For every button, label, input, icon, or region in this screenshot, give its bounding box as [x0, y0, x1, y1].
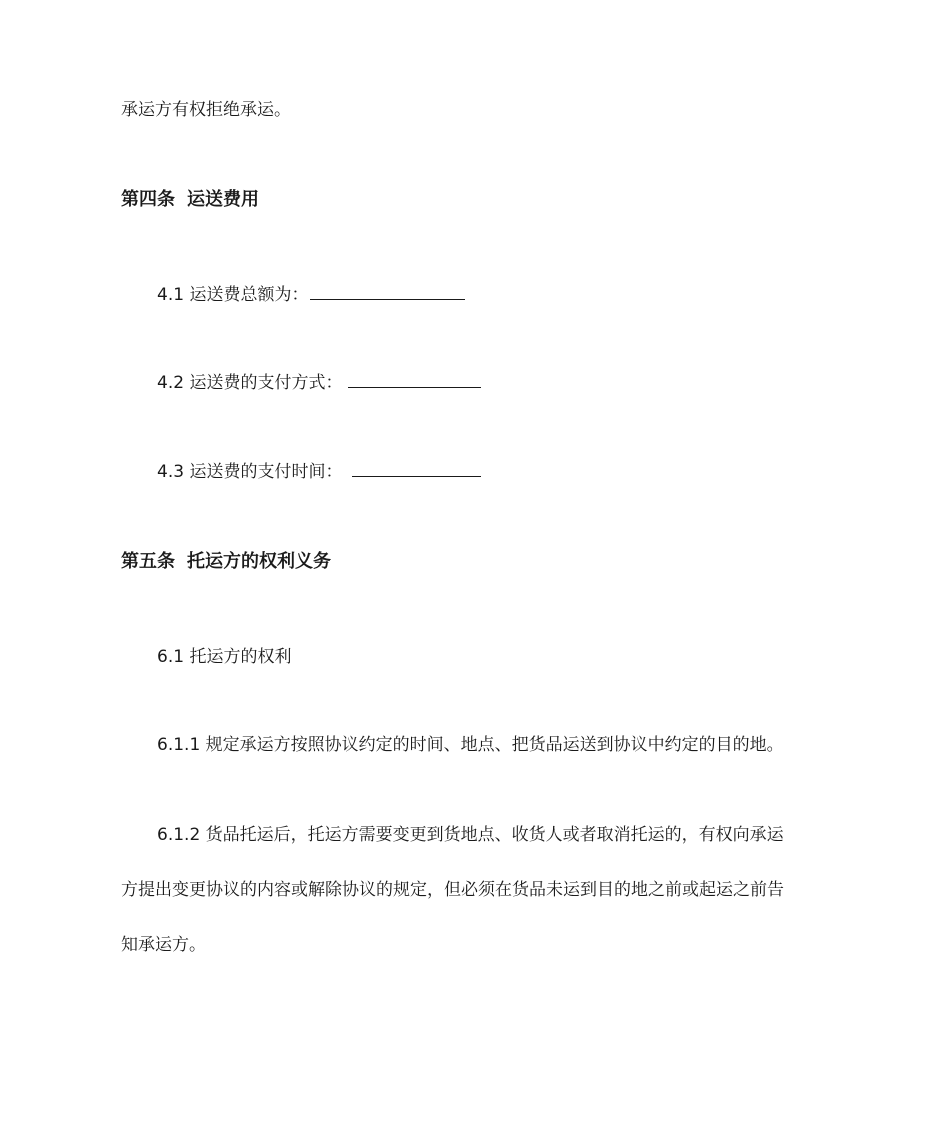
clause-6-1-1 [157, 733, 784, 757]
article-5-number: 第五条 [121, 551, 175, 572]
clause-6-1-2-text-2: 方提出变更协议的内容或解除协议的规定，但必须在货品未运到目的地之前或起运之前告 [121, 880, 784, 900]
clause-6-1-2-text-3: 知承运方。 [121, 935, 206, 955]
blank-payment-method [348, 371, 481, 388]
article-4-title: 运送费用 [187, 189, 259, 210]
continuation-text: 承运方有权拒绝承运。 [121, 100, 291, 120]
article-5-title: 托运方的权利义务 [187, 551, 331, 572]
clause-6-1-1-text: 6.1.1 规定承运方按照协议约定的时间、地点、把货品运送到协议中约定的目的地。 [157, 735, 784, 755]
clause-6-1-2-line-1 [157, 823, 784, 847]
clause-4-2 [157, 371, 481, 395]
clause-6-1-2-line-2 [121, 878, 784, 902]
article-4-heading [121, 188, 259, 212]
clause-6-1 [157, 645, 291, 669]
paragraph-continuation [121, 98, 291, 122]
article-5-heading [121, 550, 331, 574]
clause-4-2-text: 4.2 运送费的支付方式： [157, 373, 343, 393]
blank-payment-time [352, 460, 481, 477]
clause-4-1-text: 4.1 运送费总额为： [157, 285, 309, 305]
clause-4-3-text: 4.3 运送费的支付时间： [157, 462, 343, 482]
clause-4-3 [157, 460, 481, 484]
article-4-number: 第四条 [121, 189, 175, 210]
clause-6-1-2-line-3 [121, 933, 206, 957]
clause-4-1 [157, 283, 465, 307]
blank-total-fee [310, 283, 465, 300]
clause-6-1-text: 6.1 托运方的权利 [157, 647, 292, 667]
clause-6-1-2-text-1: 6.1.2 货品托运后，托运方需要变更到货地点、收货人或者取消托运的，有权向承运 [157, 825, 784, 845]
